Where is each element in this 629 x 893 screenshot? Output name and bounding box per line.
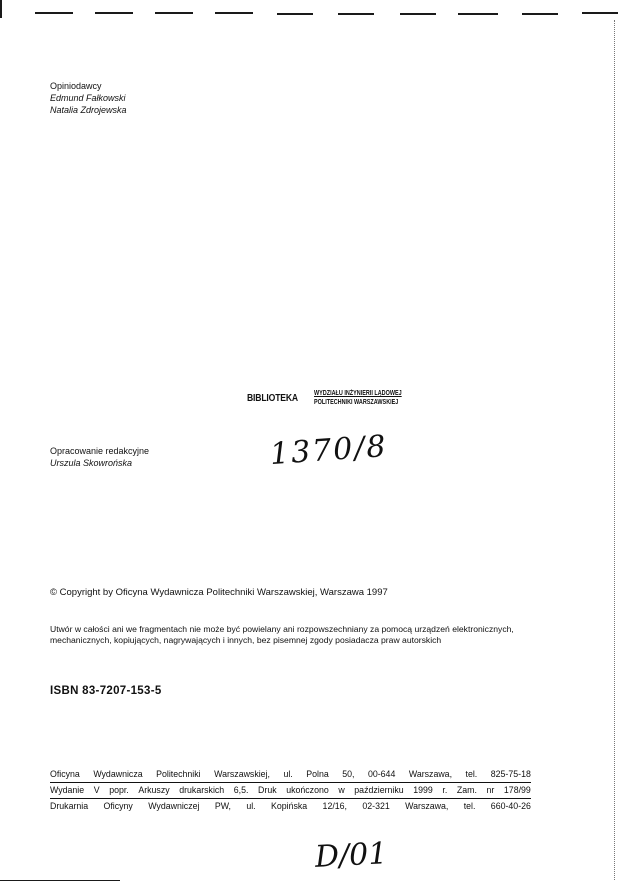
imprint-word: 50, — [342, 769, 355, 779]
imprint-word: październiku — [354, 785, 404, 795]
imprint-word: Warszawa, — [408, 769, 453, 779]
scan-right-edge — [613, 20, 615, 880]
imprint-word: Kopińska — [270, 801, 308, 811]
copyright-line: © Copyright by Oficyna Wydawnicza Politechniki Warszawskiej, Warszawa 1997 — [50, 587, 388, 598]
imprint-word: 12/16, — [322, 801, 348, 811]
imprint-line — [50, 783, 531, 799]
library-stamp — [247, 389, 427, 407]
library-stamp-sub — [314, 389, 402, 407]
imprint-word: popr. — [109, 785, 129, 795]
imprint-word: Wydanie — [50, 785, 85, 795]
imprint-word: Oficyny — [103, 801, 133, 811]
scan-bottom-rule — [0, 880, 120, 881]
imprint-word: w — [338, 785, 345, 795]
rights-notice: Utwór w całości ani we fragmentach nie może być powielany ani rozpowszechniany za pomocą urządzeń elektronicznych, mechanicznych, kopiujących, nagrywających i innych, bez pisemnej zgody posiadacza praw autorskich — [50, 624, 514, 645]
imprint-word: 178/99 — [503, 785, 531, 795]
imprint-word: 1999 — [413, 785, 433, 795]
handwritten-inventory-number: 1370/8 — [268, 428, 389, 473]
library-stamp-main: BIBLIOTEKA — [247, 392, 298, 404]
imprint-block — [50, 767, 531, 814]
imprint-word: Arkuszy — [138, 785, 170, 795]
imprint-word: Zam. — [456, 785, 477, 795]
imprint-word: nr — [486, 785, 495, 795]
imprint-word: Wydawniczej — [148, 801, 200, 811]
imprint-word: V — [93, 785, 100, 795]
editor-name: Urszula Skowrońska — [50, 458, 133, 468]
imprint-word: 02-321 — [362, 801, 390, 811]
imprint-word: 6,5. — [233, 785, 249, 795]
imprint-word: 825-75-18 — [490, 769, 531, 779]
reviewer-name: Edmund Fałkowski — [50, 93, 126, 103]
imprint-word: Politechniki — [156, 769, 201, 779]
imprint-word: Oficyna — [50, 769, 80, 779]
imprint-word: Warszawskiej, — [214, 769, 270, 779]
imprint-word: ul. — [283, 769, 293, 779]
imprint-word: 00-644 — [367, 769, 396, 779]
handwritten-signature: D/01 — [314, 836, 389, 875]
isbn: ISBN 83-7207-153-5 — [50, 685, 162, 697]
imprint-word: tel. — [463, 801, 476, 811]
imprint-word: Wydawnicza — [93, 769, 143, 779]
imprint-word: tel. — [465, 769, 478, 779]
imprint-word: r. — [442, 785, 448, 795]
imprint-word: drukarskich — [179, 785, 225, 795]
imprint-word: 660-40-26 — [490, 801, 531, 811]
imprint-word: PW, — [214, 801, 231, 811]
imprint-word: Warszawa, — [405, 801, 449, 811]
imprint-word: ul. — [246, 801, 256, 811]
imprint-word: Polna — [306, 769, 329, 779]
imprint-line — [50, 799, 531, 814]
reviewers-block — [50, 80, 127, 116]
imprint-word: ukończono — [286, 785, 329, 795]
imprint-line — [50, 767, 531, 783]
reviewers-heading: Opiniodawcy — [50, 81, 102, 91]
imprint-word: Druk — [258, 785, 277, 795]
editorial-heading: Opracowanie redakcyjne — [50, 446, 150, 456]
library-stamp-line1: WYDZIAŁU INŻYNIERII LĄDOWEJ — [314, 390, 402, 397]
editorial-block — [50, 445, 149, 469]
imprint-word: Drukarnia — [50, 801, 89, 811]
reviewer-name: Natalia Zdrojewska — [50, 105, 127, 115]
library-stamp-line2: POLITECHNIKI WARSZAWSKIEJ — [314, 399, 399, 406]
